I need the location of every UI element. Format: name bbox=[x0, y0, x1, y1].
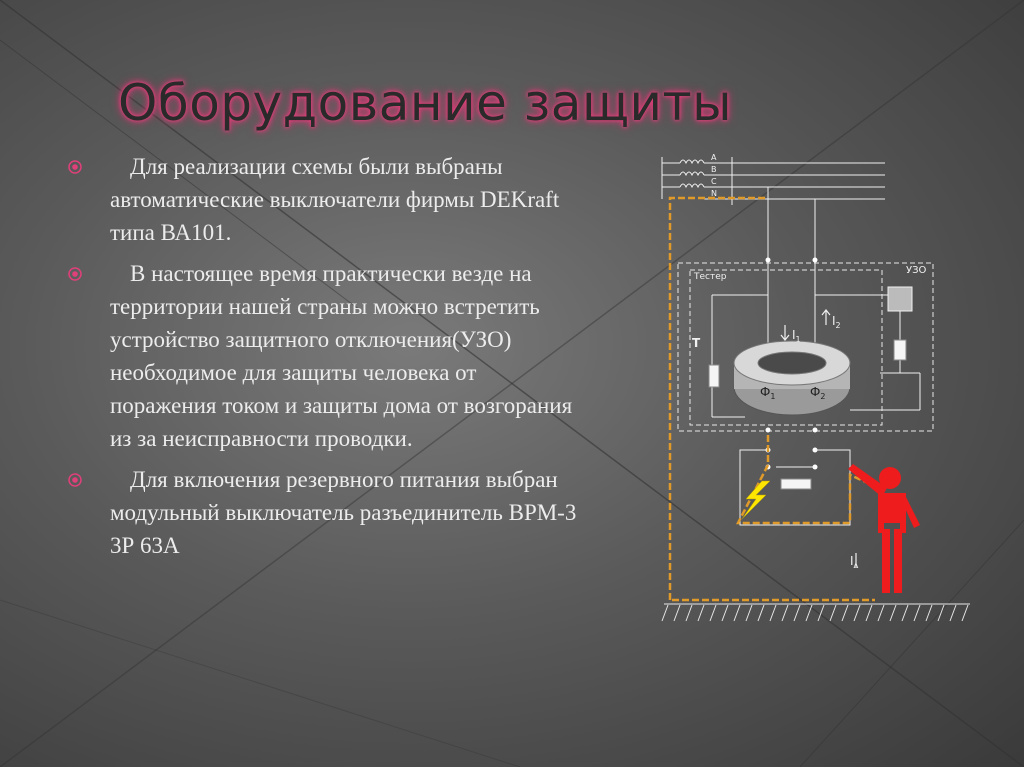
phase-label-a: A bbox=[711, 153, 717, 162]
circle-bullet-icon bbox=[68, 267, 82, 281]
trip-resistor bbox=[894, 340, 906, 360]
circle-bullet-icon bbox=[68, 473, 82, 487]
ground-icon bbox=[662, 604, 970, 621]
tester-resistor bbox=[709, 365, 719, 387]
bullet-text: В настоящее время практически везде на территории нашей страны можно встретить устройство защитного отключения(УЗО) необходимое для защиты человека от поражения током и защиты дома от возгорания из за неисправности проводки. bbox=[110, 261, 573, 451]
id-label: $I_\Delta$ bbox=[850, 554, 859, 570]
i2-label: $I_2$ bbox=[832, 314, 841, 330]
toroid-core bbox=[734, 341, 850, 415]
bullet-item bbox=[62, 150, 582, 249]
relay-coil bbox=[888, 287, 912, 311]
person-icon bbox=[848, 464, 920, 593]
rcd-circuit-diagram bbox=[650, 145, 990, 645]
bullet-text: Для реализации схемы были выбраны автоматические выключатели фирмы DEKraft типа ВА101. bbox=[110, 154, 560, 245]
tester-button-label: T bbox=[692, 336, 701, 350]
i1-label: $I_1$ bbox=[792, 328, 801, 344]
current-arrows bbox=[781, 310, 830, 340]
tester-label: Тестер bbox=[694, 272, 727, 282]
rcd-label: УЗО bbox=[906, 265, 927, 276]
bullet-item bbox=[62, 463, 582, 562]
phase-label-b: B bbox=[711, 165, 717, 174]
phase-label-n: N bbox=[711, 189, 717, 198]
bullet-text: Для включения резервного питания выбран модульный выключатель разъединитель ВРМ-3 3Р 63А bbox=[110, 467, 577, 558]
phase-label-c: C bbox=[711, 177, 717, 186]
slide-title: Оборудование защиты bbox=[118, 74, 733, 132]
supply-coils bbox=[662, 157, 704, 199]
load-resistor bbox=[781, 479, 811, 489]
bullet-item bbox=[62, 257, 582, 455]
circle-bullet-icon bbox=[68, 160, 82, 174]
phi1-label: $Ф_1$ bbox=[760, 385, 776, 401]
phi2-label: $Ф_2$ bbox=[810, 385, 826, 401]
bullet-list bbox=[62, 150, 582, 570]
